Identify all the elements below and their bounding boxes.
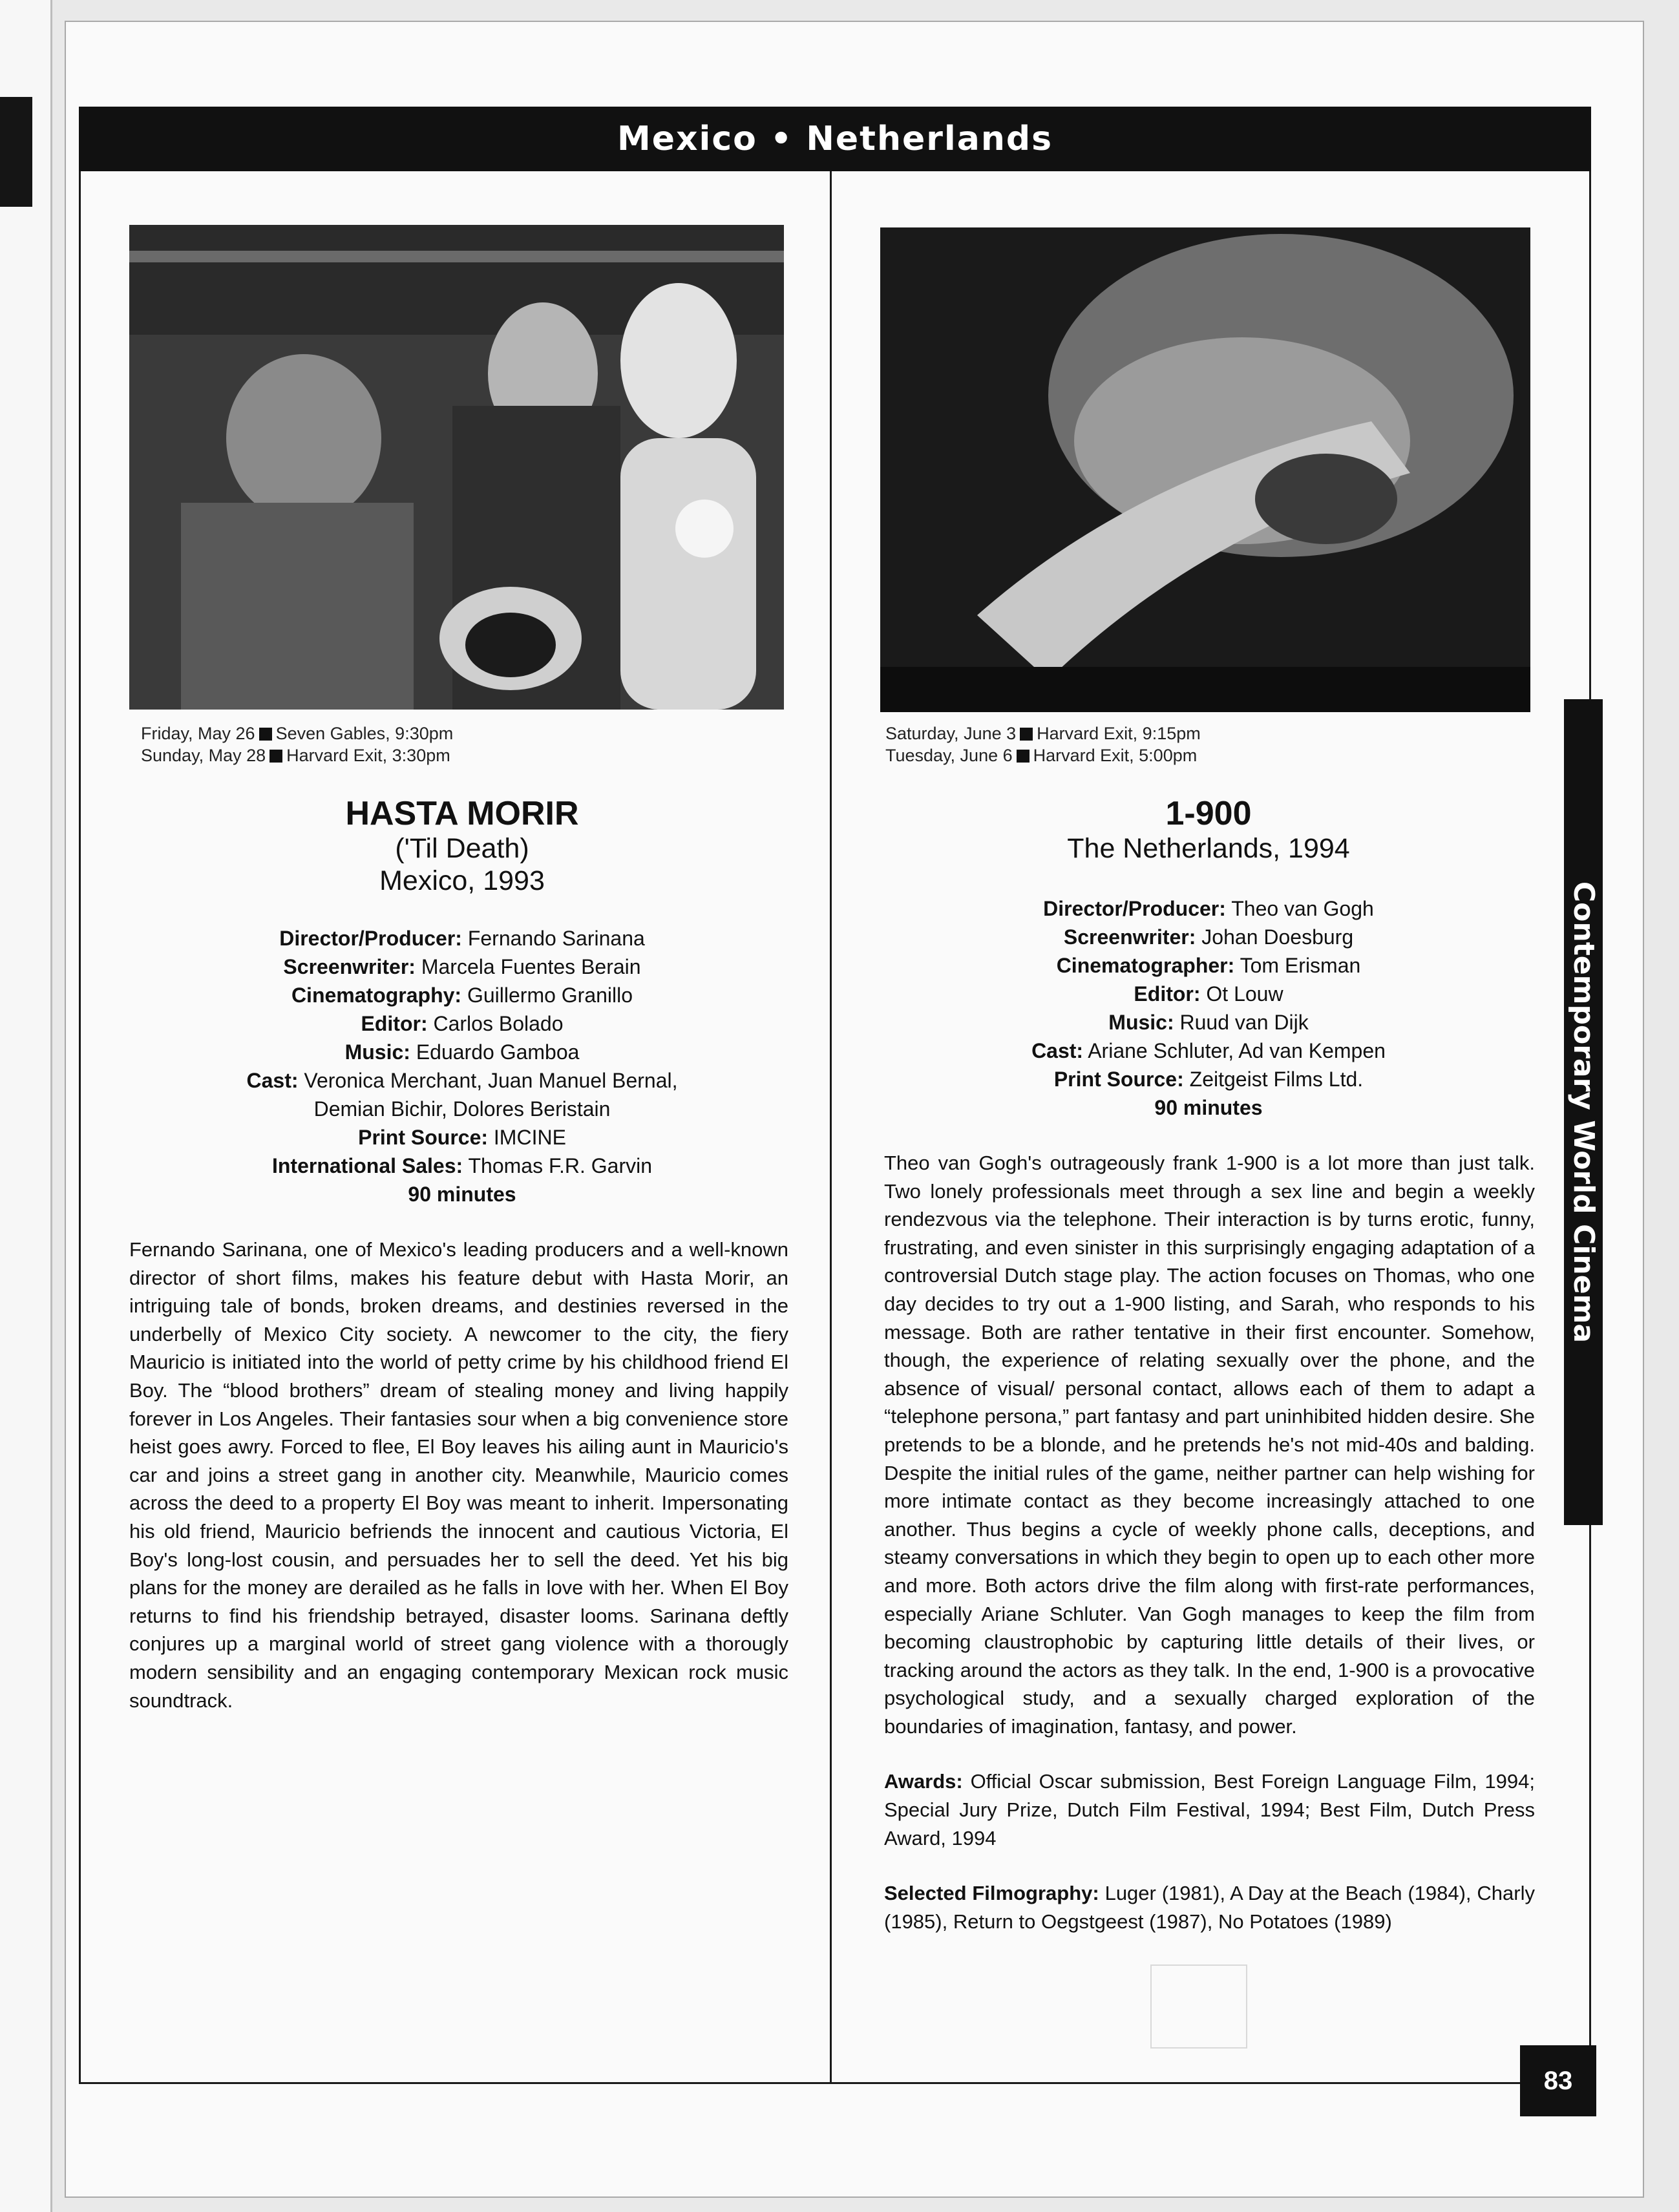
credit-row: International Sales: Thomas F.R. Garvin	[271, 1154, 652, 1177]
credit-row: Editor: Ot Louw	[1134, 982, 1283, 1006]
page-number: 83	[1520, 2045, 1596, 2116]
adjacent-page-tab	[0, 97, 32, 207]
credit-row: Print Source: IMCINE	[358, 1126, 566, 1149]
film-title-block-1-900	[866, 795, 1551, 865]
credit-row: Editor: Carlos Bolado	[361, 1012, 564, 1035]
square-bullet-icon	[259, 728, 272, 741]
square-bullet-icon	[269, 750, 282, 763]
awards-paragraph: Awards: Official Oscar submission, Best Foreign Language Film, 1994; Special Jury Prize, Dutch Film Festival, 1994; Best Film, Dutch Press Award, 1994	[884, 1770, 1535, 1849]
credit-row: Demian Bichir, Dolores Beristain	[313, 1097, 611, 1121]
filmography-paragraph: Selected Filmography: Luger (1981), A Day at the Beach (1984), Charly (1985), Return to Oegstgeest (1987), No Potatoes (1989)	[884, 1882, 1535, 1933]
credit-row: Screenwriter: Johan Doesburg	[1063, 925, 1354, 949]
credits-1-900	[866, 894, 1551, 1122]
film-title: 1-900	[1165, 795, 1252, 832]
film-origin: The Netherlands, 1994	[1067, 833, 1350, 864]
synopsis-1-900	[884, 1149, 1535, 1963]
credits-hasta-morir	[142, 924, 782, 1208]
square-bullet-icon	[1020, 728, 1033, 741]
synopsis-paragraph: Theo van Gogh's outrageously frank 1-900 is a lot more than just talk. Two lonely professionals meet through a sex line and begin a weekly rendezvous via the telephone. Their interaction is by turns erotic, funny, frustrating, and even sinister in this surprisingly engaging adaptation of a controversial Dutch stage play. The action focuses on Thomas, who one day decides to try out a 1-900 listing, and Sarah, who responds to his message. Both are rather tentative in their first encounter. Somehow, though, the experience of relating sexually over the phone, and the absence of visual/ personal contact, allows each of them to adapt a “telephone persona,” part fantasy and part uninhibited hidden desire. She pretends to be a blonde, and he pretends he's not mid-40s and balding. Despite the initial rules of the game, neither partner can help wishing for more intimate contact as they become increasingly attached to one another. Thus begins a cycle of weekly phone calls, deceptions, and steamy conversations in which they begin to open up to each other more and more. Both actors drive the film along with first-rate performances, especially Ariane Schluter. Van Gogh manages to keep the film from becoming claustrophobic by capturing little details of their lives, or tracking around the actors as they talk. In the end, 1-900 is a provocative psychological study, and a sexually charged exploration of the boundaries of imagination, fantasy, and power.	[884, 1152, 1535, 1738]
credit-row: Director/Producer: Fernando Sarinana	[279, 927, 645, 950]
credit-row: Cinematographer: Tom Erisman	[1056, 954, 1361, 977]
credit-row: Cinematography: Guillermo Granillo	[291, 984, 633, 1007]
film-origin: Mexico, 1993	[379, 865, 545, 896]
screening-row: Sunday, May 28 Harvard Exit, 3:30pm	[141, 746, 450, 765]
screening-row: Tuesday, June 6 Harvard Exit, 5:00pm	[885, 746, 1198, 765]
synopsis-paragraph: Fernando Sarinana, one of Mexico's leading producers and a well-known director of short films, makes his feature debut with Hasta Morir, an intriguing tale of bonds, broken dreams, and destinies reversed in the underbelly of Mexico City society. A newcomer to the city, the fiery Mauricio is initiated into the world of petty crime by his childhood friend El Boy. The “blood brothers” dream of stealing money and living happily forever in Los Angeles. Their fantasies sour when a big convenience store heist goes awry. Forced to flee, El Boy leaves his ailing aunt in Mauricio's car and joins a street gang in another city. Meanwhile, Mauricio comes across the deed to a property El Boy was meant to inherit. Impersonating his old friend, Mauricio befriends the innocent and cautious Victoria, El Boy's long-lost cousin, and persuades her to sell the deed. Yet his big plans for the money are derailed as he falls in love with her. When El Boy returns to find his friendship betrayed, disaster looms. Sarinana deftly conjures up a marginal world of street gang violence with a thorougly modern sensibility and an engaging contemporary Mexican rock music soundtrack.	[129, 1238, 788, 1712]
film-subtitle: ('Til Death)	[395, 833, 529, 864]
credit-row: Cast: Ariane Schluter, Ad van Kempen	[1031, 1039, 1386, 1062]
section-header: Mexico • Netherlands	[79, 107, 1591, 171]
section-side-tab-label: Contemporary World Cinema	[1567, 881, 1600, 1343]
credit-row: Director/Producer: Theo van Gogh	[1043, 897, 1374, 920]
synopsis-hasta-morir	[129, 1236, 788, 1742]
screening-times-1-900	[885, 722, 1201, 766]
screening-times-hasta-morir	[141, 722, 453, 766]
screening-row: Saturday, June 3 Harvard Exit, 9:15pm	[885, 724, 1201, 743]
screening-row: Friday, May 26 Seven Gables, 9:30pm	[141, 724, 454, 743]
credit-row: Screenwriter: Marcela Fuentes Berain	[283, 955, 641, 978]
film-title-block-hasta-morir	[142, 795, 782, 897]
film-title: HASTA MORIR	[345, 795, 579, 832]
runtime: 90 minutes	[1154, 1096, 1263, 1119]
credit-row: Print Source: Zeitgeist Films Ltd.	[1053, 1068, 1364, 1091]
square-bullet-icon	[1017, 750, 1030, 763]
sponsor-logo-faint	[1150, 1964, 1247, 2049]
film-still-hasta-morir	[129, 225, 784, 710]
adjacent-page-edge	[0, 0, 52, 2212]
credit-row: Music: Ruud van Dijk	[1108, 1011, 1309, 1034]
credit-row: Cast: Veronica Merchant, Juan Manuel Bernal,	[246, 1069, 678, 1092]
runtime: 90 minutes	[408, 1183, 516, 1206]
column-divider	[830, 171, 832, 2084]
film-still-1-900	[880, 227, 1530, 712]
credit-row: Music: Eduardo Gamboa	[344, 1040, 580, 1064]
